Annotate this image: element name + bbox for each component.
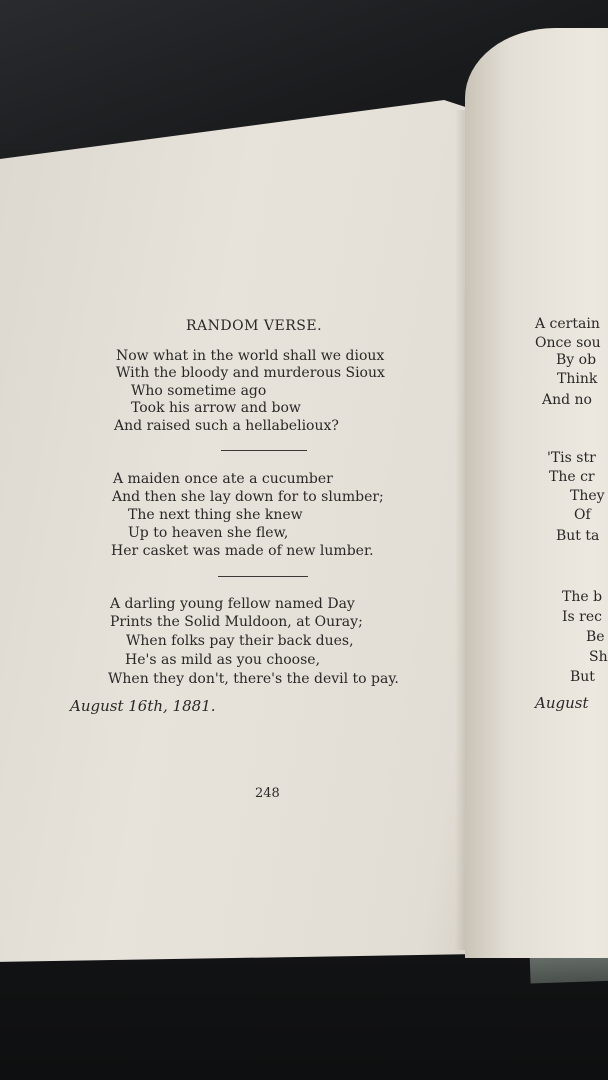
right-page-fragment: By ob <box>556 352 597 368</box>
verse-line: With the bloody and murderous Sioux <box>116 365 385 381</box>
right-page-fragment: Think <box>557 371 598 387</box>
verse-line: And then she lay down for to slumber; <box>112 489 384 505</box>
verse-line: And raised such a hellabelioux? <box>114 418 339 434</box>
right-page-fragment: Of <box>574 507 591 523</box>
stanza-divider <box>218 576 308 577</box>
verse-line: The next thing she knew <box>128 507 303 523</box>
right-page-fragment: The cr <box>549 469 595 485</box>
right-page-fragment: Once sou <box>535 335 601 351</box>
right-page-fragment: But ta <box>556 528 600 544</box>
table-surface <box>0 950 608 1080</box>
right-page-fragment: They <box>570 488 605 504</box>
verse-line: Her casket was made of new lumber. <box>111 543 374 559</box>
verse-date: August 16th, 1881. <box>70 697 216 715</box>
right-page-fragment: But <box>570 669 595 685</box>
right-page-fragment: Is rec <box>562 609 602 625</box>
right-page-fragment: A certain <box>535 316 600 332</box>
right-page-fragment: Sh <box>589 649 608 665</box>
verse-line: Up to heaven she flew, <box>128 525 289 541</box>
stanza-divider <box>221 450 307 451</box>
verse-line: Took his arrow and bow <box>131 400 301 416</box>
verse-line: A maiden once ate a cucumber <box>113 471 333 487</box>
verse-line: When they don't, there's the devil to pay. <box>108 671 399 687</box>
right-page-fragment: 'Tis str <box>547 450 596 466</box>
verse-line: Who sometime ago <box>131 383 267 399</box>
verse-line: When folks pay their back dues, <box>126 633 354 649</box>
right-page-fragment: The b <box>562 589 603 605</box>
verse-line: A darling young fellow named Day <box>110 596 355 612</box>
right-page-fragment: And no <box>542 392 592 408</box>
right-page-fragment: Be <box>586 629 605 645</box>
verse-line: He's as mild as you choose, <box>125 652 321 668</box>
verse-line: Now what in the world shall we dioux <box>116 348 385 364</box>
verse-line: Prints the Solid Muldoon, at Ouray; <box>110 614 363 630</box>
page-number: 248 <box>255 786 280 801</box>
page-title: RANDOM VERSE. <box>186 318 323 334</box>
right-page-date: August <box>535 694 589 712</box>
